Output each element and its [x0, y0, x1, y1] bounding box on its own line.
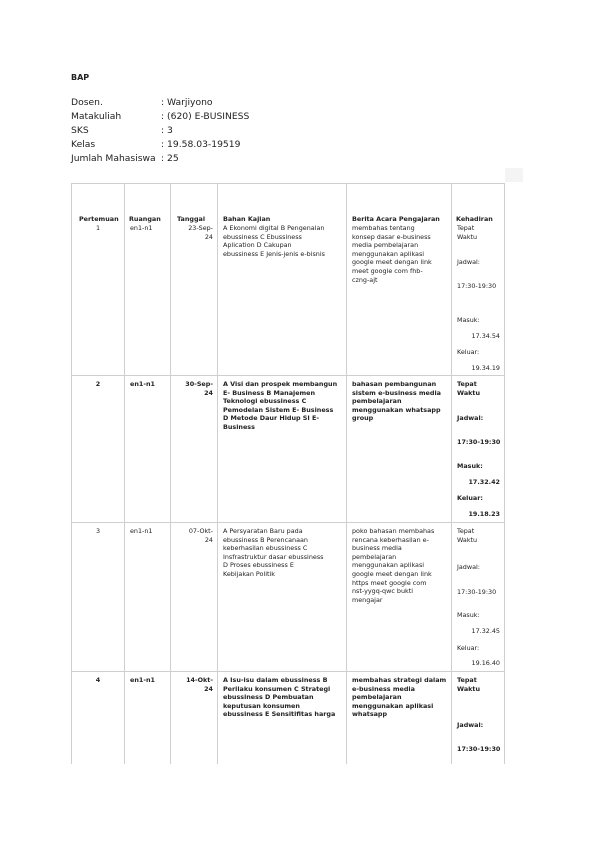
text-line: menggunakan aplikasi — [352, 701, 434, 710]
header-tanggal: Tanggal — [177, 215, 206, 223]
cell-berita-acara — [352, 224, 448, 284]
cell-tanggal — [170, 676, 213, 693]
text-line: e-business media — [352, 684, 415, 693]
text-line: Perilaku konsumen C Strategi — [223, 684, 331, 693]
cell-berita-acara — [352, 676, 448, 719]
info-label: Jumlah Mahasiswa — [71, 153, 156, 164]
page-title: BAP — [71, 73, 90, 82]
tanggal-line: 07-Okt- — [188, 527, 213, 535]
cell-ruangan: en1-n1 — [130, 676, 155, 684]
text-line: Business — [223, 422, 255, 431]
info-value: : 25 — [161, 153, 179, 164]
row-divider — [72, 375, 504, 376]
text-line: https meet google com — [352, 578, 427, 587]
keluar-label: Keluar: — [457, 644, 480, 652]
cell-status — [457, 224, 477, 241]
text-line: Pemodelan Sistem E- Business — [223, 405, 334, 414]
info-value: : (620) E-BUSINESS — [161, 111, 250, 122]
keluar-value: 19.18.23 — [468, 510, 500, 518]
info-value: : Warjiyono — [161, 97, 213, 108]
cell-tanggal — [170, 527, 213, 544]
jadwal-value: 17:30-19:30 — [457, 745, 501, 753]
table-shade — [505, 168, 523, 182]
row-divider — [72, 671, 504, 672]
text-line: group — [352, 414, 374, 423]
cell-bahan-kajian — [223, 676, 345, 719]
text-line: nst-yygq-qwc bukti — [352, 587, 413, 596]
text-line: Insfrastruktur dasar ebussiness — [223, 552, 324, 561]
text-line: ebussiness B Perencanaan — [223, 535, 308, 544]
text-line: google meet dengan link — [352, 569, 432, 578]
text-line: rencana keberhasilan e- — [352, 535, 429, 544]
text-line: menggunakan aplikasi — [352, 561, 425, 570]
text-line: E- Business B Manajemen — [223, 388, 316, 397]
text-line: Tepat — [457, 380, 477, 388]
text-line: keputusan konsumen — [223, 701, 300, 710]
text-line: Kebijakan Politik — [223, 569, 275, 578]
cell-status — [457, 380, 480, 397]
jadwal-value: 17:30-19:30 — [457, 588, 497, 596]
text-line: A Visi dan prospek membangun — [223, 380, 338, 388]
cell-berita-acara — [352, 527, 448, 604]
info-row-jumlah — [71, 152, 249, 166]
text-line: bahasan pembangunan — [352, 380, 437, 388]
text-line: keberhasilan ebussiness C — [223, 544, 308, 553]
jadwal-label: Jadwal: — [457, 258, 480, 266]
tanggal-line: 30-Sep- — [185, 380, 213, 388]
tanggal-line: 24 — [204, 684, 213, 693]
info-label: SKS — [71, 125, 89, 136]
cell-pertemuan: 4 — [95, 676, 101, 684]
masuk-value: 17.32.42 — [468, 478, 500, 486]
text-line: menggunakan aplikasi — [352, 249, 425, 258]
text-line: sistem e-business media — [352, 388, 441, 397]
cell-tanggal — [170, 380, 213, 397]
header-pertemuan: Pertemuan — [79, 215, 119, 223]
info-row-dosen — [71, 96, 249, 110]
text-line: membahas tentang — [352, 224, 415, 232]
text-line: Aplication D Cakupan — [223, 241, 292, 250]
cell-bahan-kajian — [223, 527, 345, 579]
cell-bahan-kajian — [223, 224, 345, 258]
info-row-matakuliah — [71, 110, 249, 124]
column-divider — [124, 184, 125, 764]
text-line: poko bahasan membahas — [352, 527, 435, 535]
text-line: A Persyaratan Baru pada — [223, 527, 303, 535]
keluar-label: Keluar: — [457, 348, 480, 356]
info-value: : 3 — [161, 125, 173, 136]
header-ruangan: Ruangan — [129, 215, 161, 223]
info-row-kelas — [71, 138, 249, 152]
header-berita-acara: Berita Acara Pengajaran — [352, 215, 440, 223]
text-line: ebussiness C Ebussiness — [223, 232, 302, 241]
cell-berita-acara — [352, 380, 448, 423]
text-line: pembelajaran — [352, 397, 402, 406]
text-line: ebussiness E Sensitifitas harga — [223, 710, 336, 719]
jadwal-value: 17:30-19:30 — [457, 438, 501, 446]
text-line: D Proses ebussiness E — [223, 561, 294, 570]
attendance-table — [71, 183, 505, 764]
jadwal-label: Jadwal: — [457, 721, 484, 729]
column-divider — [346, 184, 347, 764]
text-line: Tepat — [457, 527, 475, 535]
keluar-label: Keluar: — [457, 494, 483, 502]
text-line: mengajar — [352, 595, 383, 604]
text-line: meet google com fhb- — [352, 266, 423, 275]
cell-pertemuan: 2 — [95, 380, 101, 388]
cell-ruangan: en1-n1 — [130, 527, 153, 535]
jadwal-value: 17:30-19:30 — [457, 282, 497, 290]
header-kehadiran: Kehadiran — [456, 215, 493, 223]
cell-ruangan: en1-n1 — [130, 380, 155, 388]
text-line: membahas strategi dalam — [352, 676, 447, 684]
text-line: pembelajaran — [352, 552, 397, 561]
tanggal-line: 24 — [204, 388, 213, 397]
masuk-value: 17.32.45 — [471, 627, 500, 635]
masuk-value: 17.34.54 — [471, 332, 500, 340]
text-line: A Ekonomi digital B Pengenalan — [223, 224, 325, 232]
keluar-value: 19.16.40 — [471, 659, 500, 667]
masuk-label: Masuk: — [457, 611, 480, 619]
cell-bahan-kajian — [223, 380, 345, 432]
text-line: Waktu — [457, 388, 480, 397]
tanggal-line: 24 — [204, 535, 213, 544]
course-info — [71, 96, 249, 166]
info-row-sks — [71, 124, 249, 138]
info-value: : 19.58.03-19519 — [161, 139, 241, 150]
tanggal-line: 23-Sep- — [188, 224, 213, 232]
text-line: Waktu — [457, 535, 478, 544]
cell-pertemuan: 3 — [95, 527, 101, 535]
jadwal-label: Jadwal: — [457, 414, 484, 422]
text-line: ebussiness E Jenis-jenis e-bisnis — [223, 249, 325, 258]
text-line: D Metode Daur Hidup SI E- — [223, 414, 320, 423]
text-line: business media — [352, 544, 402, 553]
text-line: ebussiness D Pembuatan — [223, 693, 314, 702]
cell-status — [457, 676, 480, 693]
text-line: A Isu-isu dalam ebussiness B — [223, 676, 328, 684]
masuk-label: Masuk: — [457, 316, 480, 324]
text-line: pembelajaran — [352, 693, 402, 702]
text-line: google meet dengan link — [352, 258, 432, 267]
text-line: menggunakan whatsapp — [352, 405, 441, 414]
text-line: Tepat — [457, 676, 477, 684]
info-label: Dosen. — [71, 97, 103, 108]
cell-pertemuan: 1 — [95, 224, 101, 232]
info-label: Kelas — [71, 139, 96, 150]
text-line: czng-ajt — [352, 275, 378, 284]
tanggal-line: 24 — [204, 232, 213, 241]
masuk-label: Masuk: — [457, 462, 483, 470]
text-line: whatsapp — [352, 710, 388, 719]
text-line: Waktu — [457, 232, 478, 241]
cell-status — [457, 527, 477, 544]
cell-tanggal — [170, 224, 213, 241]
column-divider — [217, 184, 218, 764]
cell-ruangan: en1-n1 — [130, 224, 153, 232]
row-divider — [72, 522, 504, 523]
text-line: Tepat — [457, 224, 475, 232]
text-line: Teknologi ebussiness C — [223, 397, 307, 406]
text-line: media pembelajaran — [352, 241, 419, 250]
column-divider — [451, 184, 452, 764]
header-bahan-kajian: Bahan Kajian — [223, 215, 271, 223]
info-label: Matakuliah — [71, 111, 122, 122]
text-line: Waktu — [457, 684, 480, 693]
text-line: konsep dasar e-business — [352, 232, 431, 241]
tanggal-line: 14-Okt- — [186, 676, 213, 684]
keluar-value: 19.34.19 — [471, 364, 500, 372]
jadwal-label: Jadwal: — [457, 563, 480, 571]
